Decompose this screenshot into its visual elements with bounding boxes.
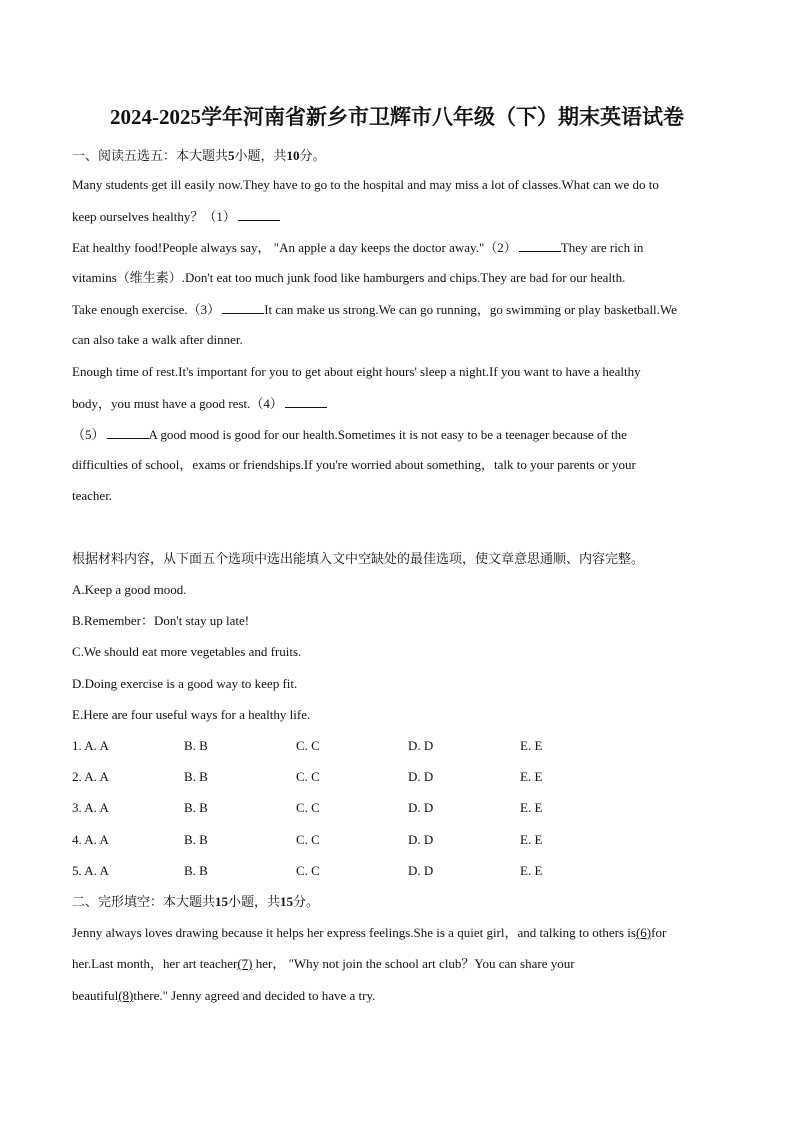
passage1-line8 xyxy=(72,394,327,413)
blank-2[interactable] xyxy=(519,238,561,252)
passage1-line5-text: Take enough exercise.（3） xyxy=(72,302,221,317)
question-2-option-d[interactable]: D. D xyxy=(408,769,434,784)
choice-a: A.Keep a good mood. xyxy=(72,582,187,597)
passage1-line2 xyxy=(72,207,280,226)
choice-e: E.Here are four useful ways for a healthy life. xyxy=(72,707,311,722)
question-4-option-e[interactable]: E. E xyxy=(520,832,543,847)
passage1-line7: Enough time of rest.It's important for you to get about eight hours' sleep a night.If you want to have a healthy xyxy=(72,364,641,379)
passage2-line1-tail: for xyxy=(651,925,667,940)
section1-heading-prefix: 一、阅读五选五：本大题共 xyxy=(72,148,229,163)
section1-heading xyxy=(72,147,326,165)
question-5-option-a[interactable]: 5. A. A xyxy=(72,863,109,878)
passage1-line9 xyxy=(72,425,627,444)
section2-heading-mid: 小题，共 xyxy=(228,894,281,909)
passage2-line1 xyxy=(72,924,666,942)
blank-5[interactable] xyxy=(107,425,149,439)
passage2-line3-tail: there." Jenny agreed and decided to have a try. xyxy=(133,988,376,1003)
blank-6[interactable]: (6) xyxy=(635,925,652,940)
question-4-option-d[interactable]: D. D xyxy=(408,832,434,847)
section2-heading-prefix: 二、完形填空：本大题共 xyxy=(72,894,216,909)
section2-heading xyxy=(72,893,319,911)
question-3-option-c[interactable]: C. C xyxy=(296,800,320,815)
passage1-line11: teacher. xyxy=(72,488,113,503)
passage1-line1: Many students get ill easily now.They have to go to the hospital and may miss a lot of classes.What can we do to xyxy=(72,177,659,192)
question-3-option-d[interactable]: D. D xyxy=(408,800,434,815)
passage1-line4: vitamins（维生素）.Don't eat too much junk food like hamburgers and chips.They are bad for our health. xyxy=(72,270,626,285)
question-3-option-b[interactable]: B. B xyxy=(184,800,208,815)
choice-c: C.We should eat more vegetables and fruits. xyxy=(72,644,302,659)
question-2-option-b[interactable]: B. B xyxy=(184,769,208,784)
section1-heading-suffix: 分。 xyxy=(299,148,326,163)
question-2-option-a[interactable]: 2. A. A xyxy=(72,769,109,784)
question-4-option-b[interactable]: B. B xyxy=(184,832,208,847)
passage1-line3-text: Eat healthy food!People always say， "An apple a day keeps the doctor away."（2） xyxy=(72,240,517,255)
passage2-line2-text: her.Last month，her art teacher xyxy=(72,956,238,971)
question-4-option-a[interactable]: 4. A. A xyxy=(72,832,109,847)
blank-8[interactable]: (8) xyxy=(118,988,134,1003)
question-5-option-c[interactable]: C. C xyxy=(296,863,320,878)
section1-heading-mid: 小题，共 xyxy=(234,148,287,163)
question-1-option-c[interactable]: C. C xyxy=(296,738,320,753)
question-4-option-c[interactable]: C. C xyxy=(296,832,320,847)
passage1-line8-text: body，you must have a good rest.（4） xyxy=(72,396,283,411)
question-row xyxy=(72,799,732,817)
choice-d: D.Doing exercise is a good way to keep fit. xyxy=(72,676,298,691)
passage1-line9-text: （5） xyxy=(72,427,105,442)
question-1-option-d[interactable]: D. D xyxy=(408,738,434,753)
passage2-line2-tail: her， "Why not join the school art club？You can share your xyxy=(252,956,575,971)
question-5-option-d[interactable]: D. D xyxy=(408,863,434,878)
question-1-option-e[interactable]: E. E xyxy=(520,738,543,753)
passage1-line10: difficulties of school，exams or friendships.If you're worried about something，talk to your parents or your xyxy=(72,457,636,472)
passage1-line5 xyxy=(72,300,677,319)
question-row xyxy=(72,862,732,880)
question-5-option-e[interactable]: E. E xyxy=(520,863,543,878)
question-2-option-c[interactable]: C. C xyxy=(296,769,320,784)
instruction-text: 根据材料内容，从下面五个选项中选出能填入文中空缺处的最佳选项，使文章意思通顺、内容完整。 xyxy=(72,551,645,566)
question-2-option-e[interactable]: E. E xyxy=(520,769,543,784)
section2-count: 15 xyxy=(215,894,229,909)
passage2-line2 xyxy=(72,955,575,973)
passage1-line3-tail: They are rich in xyxy=(560,240,644,255)
passage1-line6: can also take a walk after dinner. xyxy=(72,332,243,347)
section1-count: 5 xyxy=(228,148,235,163)
passage1-line2-text: keep ourselves healthy？（1） xyxy=(72,209,236,224)
passage1-line5-tail: It can make us strong.We can go running，go swimming or play basketball.We xyxy=(264,302,677,317)
question-row xyxy=(72,831,732,849)
choice-b: B.Remember：Don't stay up late! xyxy=(72,613,250,628)
question-3-option-a[interactable]: 3. A. A xyxy=(72,800,109,815)
section2-score: 15 xyxy=(280,894,294,909)
question-row xyxy=(72,737,732,755)
passage2-line3-text: beautiful xyxy=(72,988,119,1003)
blank-4[interactable] xyxy=(285,394,327,408)
section1-score: 10 xyxy=(286,148,300,163)
blank-1[interactable] xyxy=(238,207,280,221)
question-row xyxy=(72,768,732,786)
passage2-line1-text: Jenny always loves drawing because it helps her express feelings.She is a quiet girl，and talking to others is xyxy=(72,925,636,940)
section2-heading-suffix: 分。 xyxy=(293,894,320,909)
blank-3[interactable] xyxy=(222,300,264,314)
passage2-line3 xyxy=(72,987,375,1005)
question-3-option-e[interactable]: E. E xyxy=(520,800,543,815)
blank-7[interactable]: (7) xyxy=(237,956,253,971)
passage1-line3 xyxy=(72,238,643,257)
page-title: 2024-2025学年河南省新乡市卫辉市八年级（下）期末英语试卷 xyxy=(110,105,684,129)
question-1-option-b[interactable]: B. B xyxy=(184,738,208,753)
question-1-option-a[interactable]: 1. A. A xyxy=(72,738,109,753)
passage1-line9-tail: A good mood is good for our health.Sometimes it is not easy to be a teenager because of the xyxy=(148,427,627,442)
question-5-option-b[interactable]: B. B xyxy=(184,863,208,878)
